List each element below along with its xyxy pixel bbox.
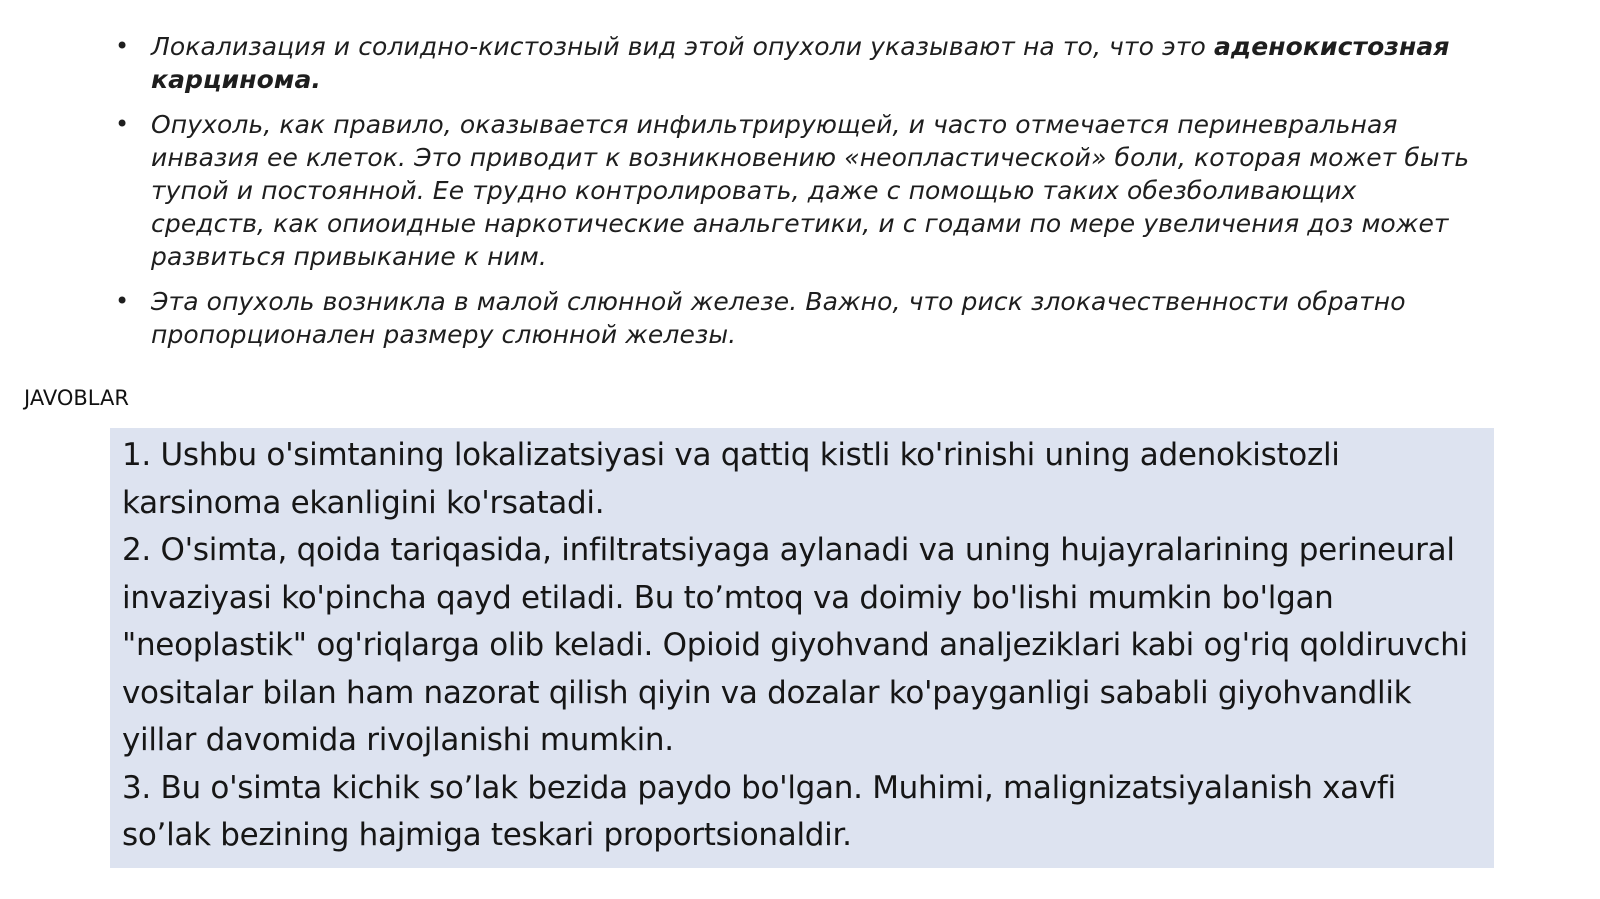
answer-item: 2. O'simta, qoida tariqasida, infiltratsiyaga aylanadi va uning hujayralarining perineural invaziyasi ko'pincha qayd etiladi. Bu to’mtoq va doimiy bo'lishi mumkin bo'lgan "neoplastik" og'riqlarga olib keladi. Opioid giyohvand analjeziklari kabi og'riq qoldiruvchi vositalar bilan ham nazorat qilish qiyin va dozalar ko'payganligi sababli giyohvandlik yillar davomida rivojlanishi mumkin. bbox=[122, 532, 1468, 758]
bullet-bold-text: аденокистозная карцинома. bbox=[151, 32, 1450, 94]
bullet-item bbox=[115, 108, 1475, 273]
answer-item: 1. Ushbu o'simtaning lokalizatsiyasi va qattiq kistli ko'rinishi uning adenokistozli karsinoma ekanligini ko'rsatadi. bbox=[122, 437, 1340, 521]
bullet-text: Локализация и солидно-кистозный вид этой опухоли указывают на то, что это bbox=[151, 32, 1214, 61]
answer-item: 3. Bu o'simta kichik so’lak bezida paydo bo'lgan. Muhimi, malignizatsiyalanish xavfi so’lak bezining hajmiga teskari proportsionaldir. bbox=[122, 769, 1396, 853]
bullet-list bbox=[115, 30, 1475, 363]
bullet-text: Эта опухоль возникла в малой слюнной железе. Важно, что риск злокачественности обратно пропорционален размеру слюнной железы. bbox=[151, 287, 1406, 349]
answers-label: JAVOBLAR bbox=[24, 386, 129, 410]
bullet-item bbox=[115, 30, 1475, 96]
bullet-marker: • bbox=[115, 287, 130, 315]
answers-box bbox=[110, 428, 1494, 868]
bullet-text: Опухоль, как правило, оказывается инфильтрирующей, и часто отмечается периневральная инвазия ее клеток. Это приводит к возникновению «неопластической» боли, которая может быть тупой и постоянной. Ее трудно контролировать, даже с помощью таких обезболивающих средств, как опиоидные наркотические анальгетики, и с годами по мере увеличения доз может развиться привыкание к ним. bbox=[151, 110, 1470, 271]
bullet-marker: • bbox=[115, 110, 130, 138]
bullet-item bbox=[115, 285, 1475, 351]
bullet-marker: • bbox=[115, 32, 130, 60]
